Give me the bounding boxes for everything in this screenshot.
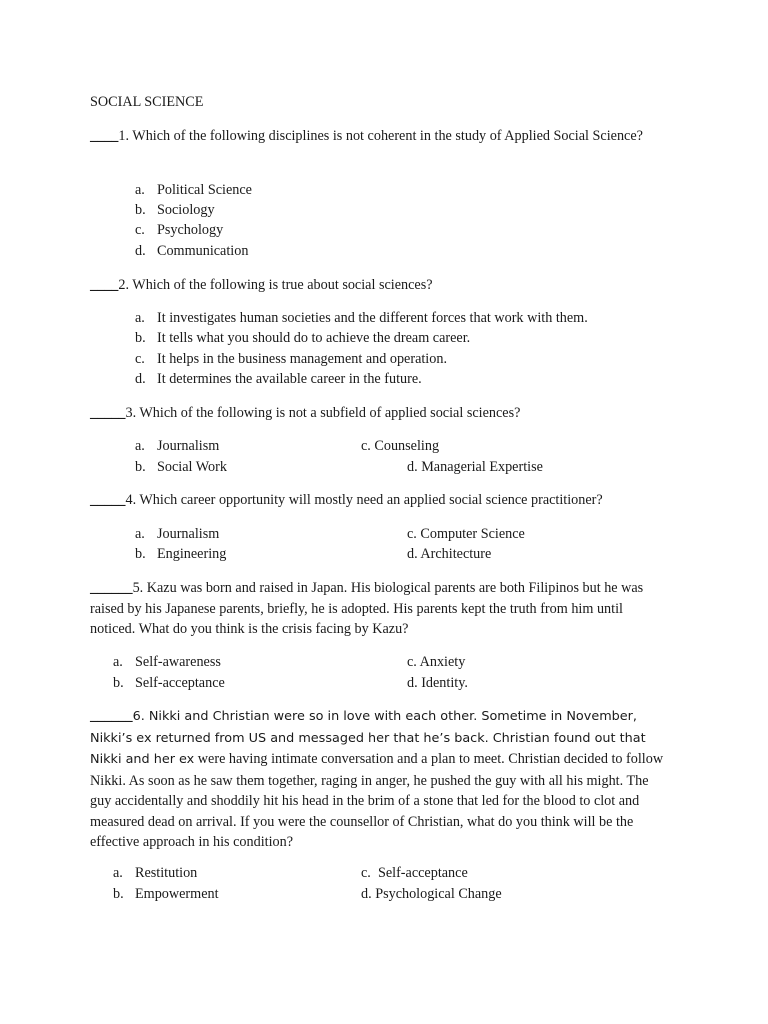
question-text: Which of the following is not a subfield of applied social sciences?	[136, 405, 521, 421]
option-b: b. Self-acceptance	[113, 675, 225, 691]
option-b: b. Social Work	[135, 459, 227, 475]
option-c: c. It helps in the business management and operation.	[135, 351, 447, 367]
question-5	[90, 578, 670, 640]
question-number: 5.	[132, 580, 144, 596]
option-c: c. Counseling	[361, 438, 440, 454]
answer-blank[interactable]: ____	[90, 277, 119, 293]
option-d: d. Communication	[135, 243, 249, 259]
question-text: Which of the following disciplines is not coherent in the study of Applied Social Science?	[129, 128, 643, 144]
option-c: c. Psychology	[135, 222, 224, 238]
answer-blank[interactable]: ______	[90, 580, 133, 596]
option-b: b. Empowerment	[113, 886, 219, 902]
answer-blank[interactable]: ______	[90, 708, 133, 724]
option-a: a. Restitution	[113, 865, 198, 881]
option-a: a. Journalism	[135, 438, 220, 454]
question-1	[90, 126, 690, 147]
question-number: 2.	[118, 277, 130, 293]
option-c: c. Self-acceptance	[361, 865, 468, 881]
question-text: Which of the following is true about social sciences?	[129, 277, 433, 293]
question-number: 6.	[132, 709, 145, 724]
question-text-handwritten: Nikki and Christian were so in love with each other. Sometime in November, Nikki’s ex returned from US and messaged her that he’s back. Christian found out that Nikki and her ex	[90, 709, 646, 767]
option-a: a. It investigates human societies and the different forces that work with them.	[135, 310, 588, 326]
option-c: c. Computer Science	[407, 526, 525, 542]
question-3	[90, 403, 690, 424]
question-4	[90, 490, 690, 511]
option-d: d. It determines the available career in the future.	[135, 371, 422, 387]
answer-blank[interactable]: _____	[90, 492, 126, 508]
question-2	[90, 275, 690, 296]
document-title: SOCIAL SCIENCE	[90, 94, 204, 110]
option-d: d. Identity.	[407, 675, 468, 691]
question-text: were having intimate conversation and a plan to meet. Christian decided to follow Nikki. As soon as he saw them together, raging in anger, he pushed the guy with all his might. The guy accidentally and shoddily hit his head in the brim of a stone that led for the blood to clot and measured dead on arrival. If you were the counsellor of Christian, what do you think will be the effective approach in his condition?	[90, 751, 664, 850]
option-a: a. Self-awareness	[113, 654, 221, 670]
option-a: a. Political Science	[135, 182, 252, 198]
answer-blank[interactable]: ____	[90, 128, 119, 144]
option-d: d. Managerial Expertise	[407, 459, 543, 475]
option-d: d. Architecture	[407, 546, 492, 562]
option-b: b. It tells what you should do to achieve the dream career.	[135, 330, 471, 346]
question-text: Which career opportunity will mostly need an applied social science practitioner?	[136, 492, 603, 508]
question-text: Kazu was born and raised in Japan. His biological parents are both Filipinos but he was raised by his Japanese parents, briefly, he is adopted. His parents kept the truth from him until noticed. What do you think is the crisis facing by Kazu?	[90, 580, 644, 637]
question-number: 4.	[125, 492, 137, 508]
option-b: b. Sociology	[135, 202, 215, 218]
question-number: 1.	[118, 128, 130, 144]
question-6	[90, 706, 670, 853]
option-a: a. Journalism	[135, 526, 220, 542]
answer-blank[interactable]: _____	[90, 405, 126, 421]
question-number: 3.	[125, 405, 137, 421]
option-b: b. Engineering	[135, 546, 227, 562]
option-c: c. Anxiety	[407, 654, 466, 670]
option-d: d. Psychological Change	[361, 886, 502, 902]
